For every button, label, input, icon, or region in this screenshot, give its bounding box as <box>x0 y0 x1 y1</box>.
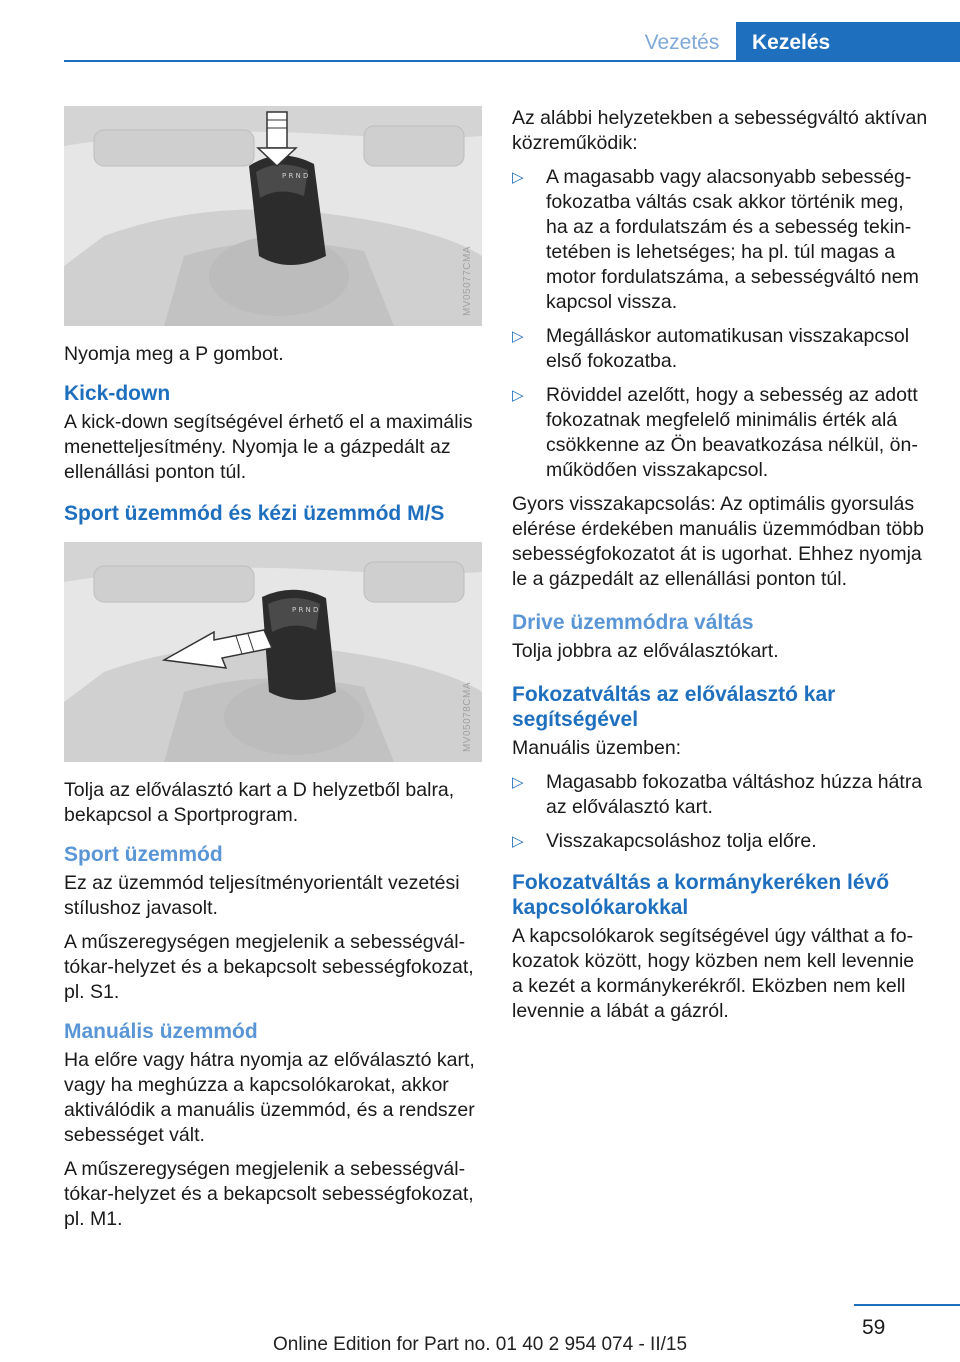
heading-kickdown: Kick-down <box>64 382 171 405</box>
list-item <box>512 165 928 315</box>
list-item-text: A magasabb vagy alacsonyabb sebességfokozatba váltás csak akkor történik meg, ha az a fordulatszám és a sebesség tekintetében is lehetséges; ha pl. túl magas a motor fordulatszáma, a sebességváltó nem kapcsol vissza. <box>546 166 919 313</box>
selector-lever-left-figure <box>64 542 482 762</box>
list-item-text: Visszakapcsoláshoz tolja előre. <box>546 830 817 852</box>
list-item-text: Röviddel azelőtt, hogy a sebesség az adott fokozatnak megfelelő minimális érték alá csökkenne az Ön beavatkozása nélkül, önműködően visszakapcsol. <box>546 384 918 481</box>
list-item-text: Magasabb fokozatba váltáshoz húzza hátra az előválasztó kart. <box>546 771 923 818</box>
tab-kezeles[interactable]: Kezelés <box>736 22 960 62</box>
footer-rule <box>854 1304 960 1306</box>
heading-paddles: Fokozatváltás a kormánykeréken lévő kapcsolókarokkal <box>512 871 890 919</box>
heading-selector-shift: Fokozatváltás az előválasztó kar segítségével <box>512 683 836 731</box>
selector-shift-list <box>512 770 928 854</box>
triangle-bullet-icon: ▷ <box>512 833 524 850</box>
left-column <box>64 106 482 1241</box>
push-left-text: Tolja az előválasztó kart a D helyzetből balra, bekapcsol a Sportprogram. <box>64 779 455 826</box>
list-item <box>512 829 928 854</box>
selector-lever-press-figure <box>64 106 482 326</box>
manual-text-2: A műszeregységen megjelenik a sebességváltókar-helyzet és a bekapcsolt sebességfokozat, pl. M1. <box>64 1158 474 1230</box>
edition-text: Online Edition for Part no. 01 40 2 954 074 - II/15 <box>272 1334 688 1355</box>
active-shift-list <box>512 165 928 483</box>
svg-text:P R N D: P R N D <box>292 606 319 614</box>
figure-code: MV05078CMA <box>462 682 473 753</box>
press-p-text: Nyomja meg a P gombot. <box>64 343 284 365</box>
heading-sport-manual: Sport üzemmód és kézi üzemmód M/S <box>64 502 445 525</box>
sport-text-1: Ez az üzemmód teljesítményorientált vezetési stílushoz javasolt. <box>64 872 460 919</box>
sport-text-2: A műszeregységen megjelenik a sebességváltókar-helyzet és a bekapcsolt sebességfokozat, pl. S1. <box>64 931 474 1003</box>
triangle-bullet-icon: ▷ <box>512 169 524 186</box>
figure-code: MV05077CMA <box>462 246 473 317</box>
triangle-bullet-icon: ▷ <box>512 328 524 345</box>
drive-text: Tolja jobbra az előválasztókart. <box>512 640 779 662</box>
triangle-bullet-icon: ▷ <box>512 774 524 791</box>
tab-vezetes[interactable]: Vezetés <box>644 31 720 54</box>
right-column <box>512 106 928 1033</box>
paddles-text: A kapcsolókarok segítségével úgy válthat a fokozatok között, hogy közben nem kell levennie a kezét a kormánykerékről. Eközben nem kell levennie a lábát a gázról. <box>512 925 915 1022</box>
list-item <box>512 324 928 374</box>
header-rule <box>64 60 960 62</box>
list-item-text: Megálláskor automatikusan visszakapcsol első fokozatba. <box>546 325 910 372</box>
page-number: 59 <box>862 1316 886 1339</box>
heading-sport-mode: Sport üzemmód <box>64 843 223 866</box>
kickdown-text: A kick-down segítségével érhető el a maximális menetteljesítmény. Nyomja le a gázpedált az ellenállási ponton túl. <box>64 411 473 483</box>
quick-downshift-text: Gyors visszakapcsolás: Az optimális gyorsulás elérése érdekében manuális üzemmódban több sebességfokozatot át is ugorhat. Ehhez nyomja le a gázpedált az ellenállási ponton túl. <box>512 493 924 590</box>
intro-text: Az alábbi helyzetekben a sebességváltó aktívan közreműködik: <box>512 107 928 154</box>
heading-drive-mode: Drive üzemmódra váltás <box>512 611 754 634</box>
selector-text: Manuális üzemben: <box>512 737 682 759</box>
list-item <box>512 383 928 483</box>
svg-text:P R N D: P R N D <box>282 172 309 180</box>
manual-text-1: Ha előre vagy hátra nyomja az előválasztó kart, vagy ha meghúzza a kapcsolókarokat, akkor aktiválódik a manuális üzemmód, és a rendszer sebességet vált. <box>64 1049 475 1146</box>
triangle-bullet-icon: ▷ <box>512 387 524 404</box>
list-item <box>512 770 928 820</box>
heading-manual-mode: Manuális üzemmód <box>64 1020 258 1043</box>
